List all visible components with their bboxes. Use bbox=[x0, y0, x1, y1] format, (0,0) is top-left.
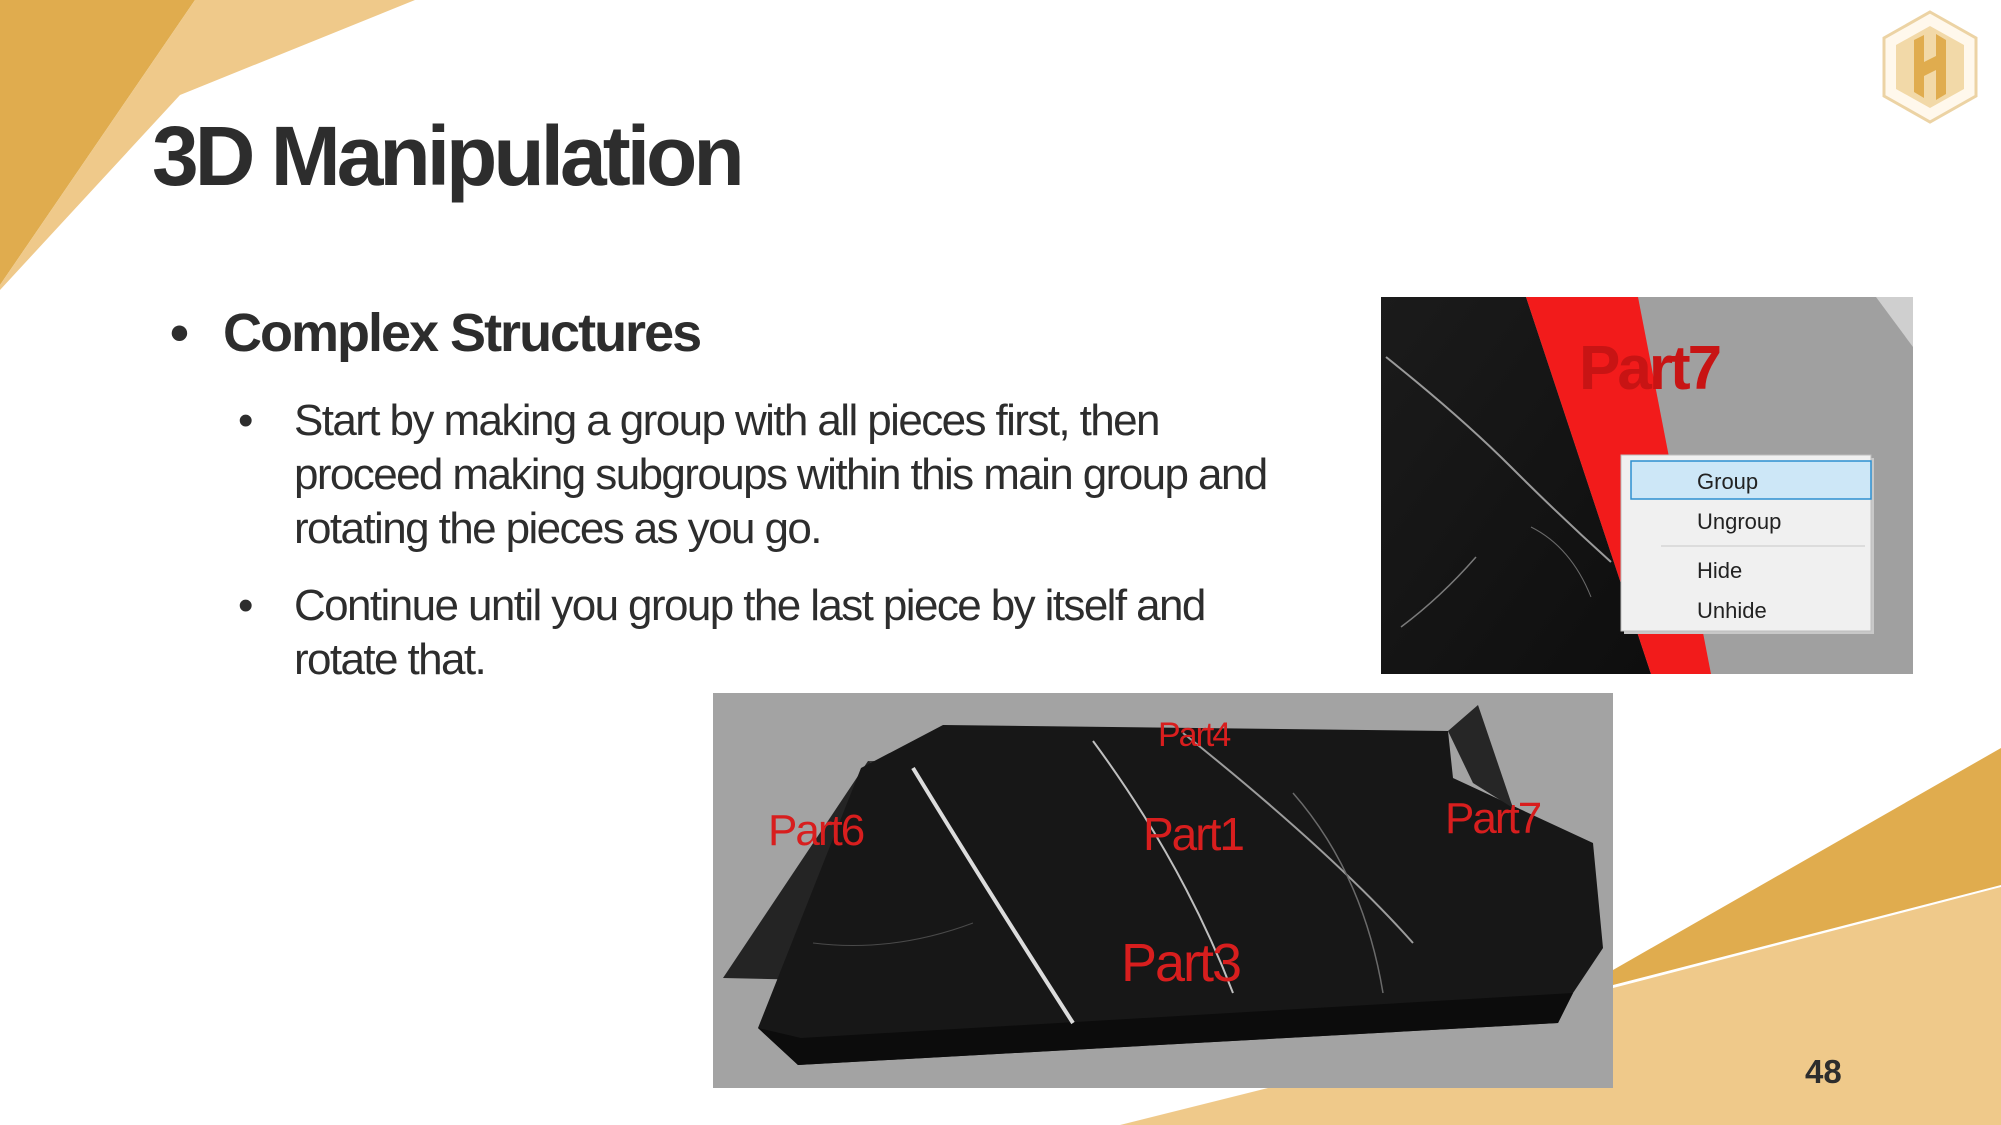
hexagon-h-logo-icon bbox=[1880, 10, 1980, 125]
bullet-heading: Complex Structures bbox=[223, 303, 701, 363]
part7-label: Part7 bbox=[1579, 334, 1720, 403]
bullet-dot: • bbox=[170, 303, 187, 363]
menu-item-hide[interactable]: Hide bbox=[1697, 558, 1743, 583]
bullet-dot: • bbox=[238, 581, 252, 630]
sub-bullet-text: Start by making a group with all pieces first, then proceed making subgroups within this main group and rotating the pieces as you go. bbox=[294, 396, 1267, 553]
part7-label: Part7 bbox=[1445, 794, 1541, 843]
part3-label: Part3 bbox=[1121, 933, 1241, 993]
menu-item-group[interactable]: Group bbox=[1697, 469, 1759, 494]
part6-label: Part6 bbox=[768, 806, 864, 855]
screenshot-context-menu bbox=[1381, 297, 1913, 674]
slide-title: 3D Manipulation bbox=[152, 109, 741, 203]
bullet-dot: • bbox=[238, 396, 252, 445]
menu-item-ungroup[interactable]: Ungroup bbox=[1697, 509, 1782, 534]
screenshot-marble-parts bbox=[713, 693, 1613, 1088]
page-number: 48 bbox=[1805, 1053, 1842, 1090]
part4-label: Part4 bbox=[1158, 716, 1230, 754]
part1-label: Part1 bbox=[1143, 808, 1243, 860]
menu-item-unhide[interactable]: Unhide bbox=[1697, 598, 1767, 623]
sub-bullet-text: Continue until you group the last piece by itself and rotate that. bbox=[294, 581, 1205, 684]
